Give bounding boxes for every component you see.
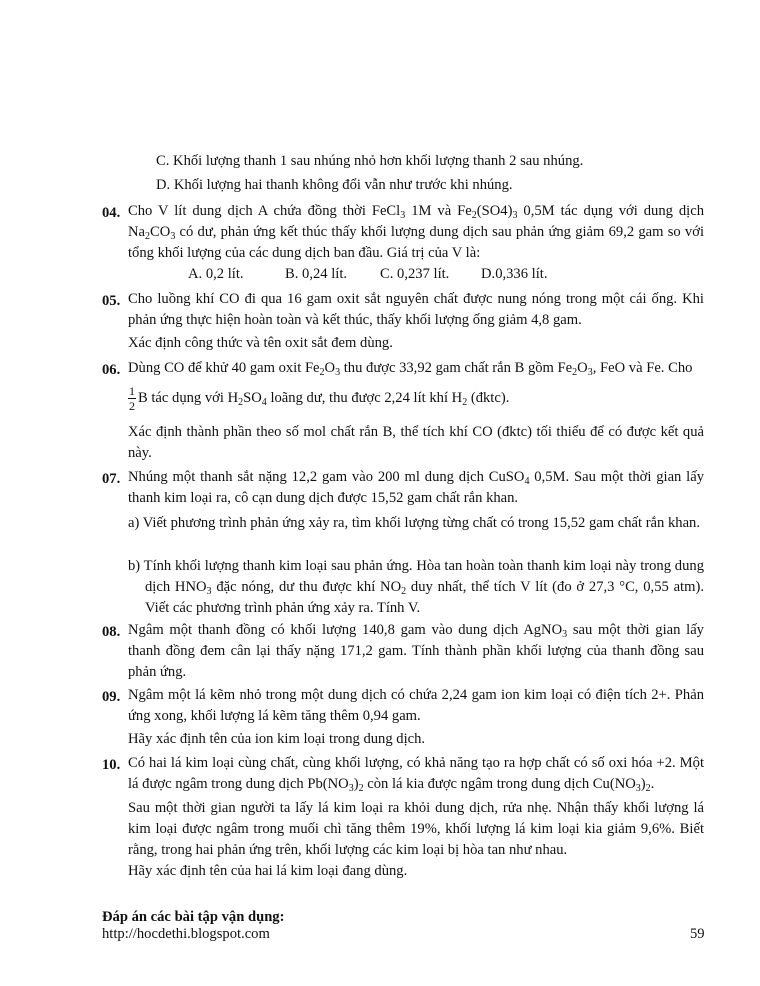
answer-option-a: A. 0,2 lít. bbox=[188, 266, 244, 282]
answer-option-d: D.0,336 lít. bbox=[481, 266, 548, 282]
question-09-text: Ngâm một lá kẽm nhỏ trong một dung dịch có chứa 2,24 gam ion kim loại có điện tích 2+. Phản ứng xong, khối lượng lá kẽm tăng thêm 0,94 gam. bbox=[128, 687, 704, 724]
question-10-text: Có hai lá kim loại cùng chất, cùng khối lượng, có khả năng tạo ra hợp chất có số oxi hóa +2. Một lá được ngâm trong dung dịch $Pb(NO_3)_2$ còn lá kia được ngâm trong dung dịch $Cu(NO_3)_2$. bbox=[128, 755, 704, 794]
question-number: 04. bbox=[102, 205, 121, 221]
question-05-text: Cho luồng khí CO đi qua 16 gam oxit sắt nguyên chất được nung nóng trong một cái ống. Khi phản ứng thực hiện hoàn toàn và kết thúc, thấy khối lượng ống giảm 4,8 gam. bbox=[128, 291, 704, 328]
question-06-line1: Dùng CO để khử 40 gam oxit $Fe_2O_3$ thu được 33,92 gam chất rắn B gồm $Fe_2O_3$, FeO và Fe. Cho bbox=[128, 360, 693, 378]
question-10-subtext-2: Hãy xác định tên của hai lá kim loại đang dùng. bbox=[128, 863, 408, 879]
question-number: 05. bbox=[102, 293, 121, 309]
question-04-text: Cho V lít dung dịch A chứa đồng thời FeCl$_3$ 1M và $Fe_2(SO4)_3$ 0,5M tác dụng với dung dịch $Na_2CO_3$ có dư, phản ứng kết thúc thấy khối lượng dung dịch sau phản ứng giảm 69,2 gam so với tổng khối lượng của các dung dịch ban đầu. Giá trị của V là: bbox=[128, 203, 705, 261]
option-d: D. Khối lượng hai thanh không đổi vẫn như trước khi nhúng. bbox=[156, 177, 513, 193]
question-05-subtext: Xác định công thức và tên oxit sắt đem dùng. bbox=[128, 335, 393, 351]
question-07-part-a: a) Viết phương trình phản ứng xảy ra, tìm khối lượng từng chất có trong 15,52 gam chất rắn khan. bbox=[128, 515, 700, 531]
question-07-text: Nhúng một thanh sắt nặng 12,2 gam vào 200 ml dung dịch CuSO$_4$ 0,5M. Sau một thời gian lấy thanh kim loại ra, cô cạn dung dịch được 15,52 gam chất rắn khan. bbox=[128, 469, 705, 506]
answers-heading: Đáp án các bài tập vận dụng: bbox=[102, 909, 285, 925]
question-09-subtext: Hãy xác định tên của ion kim loại trong dung dịch. bbox=[128, 731, 426, 747]
page-number: 59 bbox=[690, 926, 705, 942]
question-06-subtext: Xác định thành phần theo số mol chất rắn B, thể tích khí CO (đktc) tối thiểu để có được kết quả này. bbox=[128, 424, 704, 461]
option-c: C. Khối lượng thanh 1 sau nhúng nhỏ hơn khối lượng thanh 2 sau nhúng. bbox=[156, 153, 584, 169]
question-number: 09. bbox=[102, 689, 121, 705]
question-number: 07. bbox=[102, 471, 121, 487]
question-06-line2: $\frac{1}{2}$ B tác dụng với $H_2SO_4$ loãng dư, thu được 2,24 lít khí $H_2$ (đktc). bbox=[129, 384, 510, 414]
question-number: 10. bbox=[102, 757, 121, 773]
question-number: 08. bbox=[102, 624, 121, 640]
question-07-part-b: b) Tính khối lượng thanh kim loại sau phản ứng. Hòa tan hoàn toàn thanh kim loại này trong dung dịch $HNO_3$ đặc nóng, dư thu được khí $NO_2$ duy nhất, thể tích V lít (đo ở 27,3 °C, 0,55 atm). Viết các phương trình phản ứng xảy ra. Tính V. bbox=[128, 558, 704, 616]
question-08-text: Ngâm một thanh đồng có khối lượng 140,8 gam vào dung dịch AgNO$_3$ sau một thời gian lấy thanh đồng đem cân lại thấy nặng 171,2 gam. Tính thành phần khối lượng của thanh đồng sau phản ứng. bbox=[128, 622, 704, 680]
question-10-subtext: Sau một thời gian người ta lấy lá kim loại ra khỏi dung dịch, rửa nhẹ. Nhận thấy khối lượng lá kim loại được ngâm trong muối chì tăng thêm 19%, khối lượng lá kim loại kia giảm 9,6%. Biết rằng, trong hai phản ứng trên, khối lượng các kim loại bị hòa tan như nhau. bbox=[128, 800, 704, 858]
answer-option-b: B. 0,24 lít. bbox=[285, 266, 348, 282]
fraction: $\frac{1}{2}$ bbox=[129, 384, 135, 414]
question-number: 06. bbox=[102, 362, 121, 378]
answer-option-c: C. 0,237 lít. bbox=[380, 266, 450, 282]
footer-url[interactable]: http://hocdethi.blogspot.com bbox=[102, 926, 270, 942]
